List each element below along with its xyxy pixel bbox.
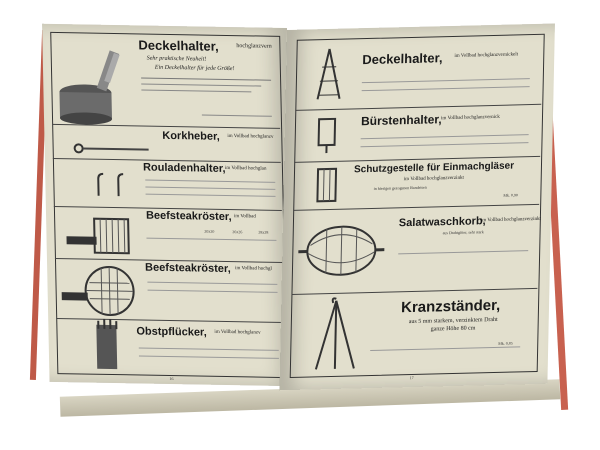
beefsteakroester-1-title: Beefsteakröster,	[145, 209, 232, 224]
kranzstaender-title: Kranzständer,	[400, 296, 501, 317]
section-deckelhalter-right	[295, 34, 542, 111]
section-buerstenhalter	[294, 104, 541, 163]
page-number-right: 17	[409, 374, 414, 381]
size-label: 20x20	[204, 228, 215, 234]
section-korkheber	[52, 124, 281, 163]
buerstenhalter-title: Bürstenhalter,	[360, 112, 442, 129]
grill-illustration	[64, 214, 135, 255]
corkscrew-illustration	[72, 140, 152, 157]
section-beefsteakroester-1	[54, 206, 283, 263]
brush-holder-illustration	[312, 115, 343, 156]
fruit-picker-illustration	[86, 319, 127, 374]
price-line	[148, 290, 278, 293]
salatwaschkorb-title: Salatwaschkorb,	[398, 215, 486, 230]
salatwaschkorb-finish: im Vollbad hochglanzverzinkt	[480, 216, 541, 224]
price-line	[139, 347, 279, 350]
description-line	[145, 180, 275, 183]
price-line	[146, 238, 276, 241]
buerstenhalter-finish: im Vollbad hochglanzvernick	[440, 114, 500, 122]
jar-rack-illustration	[311, 165, 342, 206]
obstpfluecker-finish: im Vollbad hochglanzv	[214, 329, 261, 336]
beefsteakroester-2-title: Beefsteakröster,	[144, 261, 231, 276]
price-line	[361, 134, 529, 139]
price-line	[202, 115, 272, 117]
kranzstaender-line2: ganze Höhe 80 cm	[430, 325, 476, 333]
deckelhalter-title-left: Deckelhalter,	[138, 37, 219, 54]
kranzstaender-price: Mk. 0,85	[498, 340, 513, 346]
deckelhalter-finish-right: im Vollbad hochglanzvernickelt	[454, 52, 519, 59]
description-line	[141, 77, 271, 80]
deckelhalter-line2: Ein Deckelhalter für jede Größe!	[154, 64, 235, 73]
rouladenhalter-finish: im Vollbad hochglan	[224, 165, 267, 172]
section-deckelhalter	[50, 32, 280, 129]
section-beefsteakroester-2	[55, 258, 284, 323]
schutzgestelle-line2: in hiesigen gezogenen Bandeisen	[373, 184, 427, 191]
korkheber-title: Korkheber,	[162, 129, 220, 143]
roulade-holder-illustration	[93, 171, 134, 202]
page-number-left: 16	[169, 376, 174, 382]
schutzgestelle-title: Schutzgestelle für Einmachgläser	[353, 160, 515, 176]
section-salatwaschkorb	[291, 204, 539, 295]
section-rouladenhalter	[53, 158, 282, 211]
section-obstpfluecker	[56, 318, 285, 376]
deckelhalter-finish-left: hochglanzvern	[236, 43, 272, 50]
description-line	[145, 187, 275, 190]
wreath-stand-illustration	[310, 294, 362, 371]
size-label: 28x28	[258, 229, 269, 235]
price-line	[139, 355, 279, 358]
schutzgestelle-price: Mk. 0,90	[503, 192, 518, 198]
salatwaschkorb-line2: aus Drahtgitter, sehr stark	[442, 229, 484, 236]
section-kranzstaender	[290, 288, 538, 376]
beefsteakroester-1-finish: im Vollbad	[233, 214, 256, 220]
description-line	[141, 83, 261, 86]
korkheber-finish: im Vollbad hochglanzv	[227, 133, 274, 140]
deckelhalter-line1: Sehr praktische Neuheit!	[146, 55, 207, 63]
right-catalog-page	[279, 23, 554, 390]
price-line	[147, 282, 277, 285]
price-line	[360, 142, 528, 147]
pot-lid-holder-illustration	[55, 46, 137, 127]
rouladenhalter-title: Rouladenhalter,	[142, 161, 226, 175]
left-catalog-page	[42, 24, 294, 386]
lid-rack-illustration	[313, 47, 344, 104]
round-grill-illustration	[59, 260, 140, 317]
price-line	[362, 78, 530, 83]
kranzstaender-line1: aus 5 mm starkem, verzinktem Draht	[408, 316, 498, 326]
salad-basket-illustration	[296, 214, 387, 286]
description-line	[146, 194, 276, 197]
price-line	[370, 346, 520, 351]
deckelhalter-title-right: Deckelhalter,	[362, 50, 443, 68]
description-line	[141, 89, 251, 92]
schutzgestelle-line1: im Vollbad hochglanzverzinkt	[403, 175, 464, 183]
price-line	[362, 86, 530, 91]
obstpfluecker-title: Obstpflücker,	[136, 325, 207, 339]
beefsteakroester-2-finish: im Vollbad hochgl	[235, 266, 272, 272]
price-line	[398, 250, 528, 254]
section-schutzgestelle	[293, 156, 540, 211]
size-label: 26x26	[232, 229, 243, 235]
